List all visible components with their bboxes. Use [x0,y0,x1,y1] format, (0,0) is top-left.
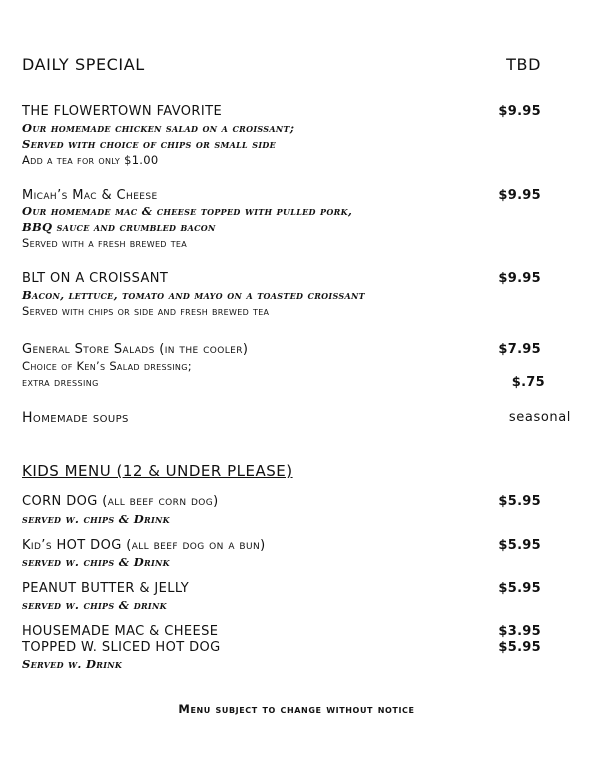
item-note: Served w. Drink [22,657,123,671]
item-name: THE FLOWERTOWN FAVORITE [22,104,223,119]
item-extra: Served with a fresh brewed tea [22,236,188,250]
item-price: $5.95 [498,640,541,655]
item-price: $9.95 [498,104,541,119]
item-name: Micah’s Mac & Cheese [22,188,158,203]
item-description: Served with choice of chips or small side [22,137,277,151]
item-name: CORN DOG (all beef corn dog) [22,494,219,509]
addon-name: extra dressing [22,375,99,389]
kids-menu-title: KIDS MENU (12 & UNDER PLEASE) [22,462,293,480]
item-extra: Served with chips or side and fresh brewed tea [22,304,270,318]
menu-footer-note: Menu subject to change without notice [178,702,415,716]
item-description: BBQ sauce and crumbled bacon [22,220,216,234]
item-note: served w. chips & drink [22,598,167,612]
item-name: BLT ON A CROISSANT [22,271,169,286]
daily-special-title: DAILY SPECIAL [22,55,145,74]
item-extra: Choice of Ken’s Salad dressing; [22,359,192,373]
item-price: $9.95 [498,188,541,203]
item-name: TOPPED W. SLICED HOT DOG [22,640,221,655]
daily-special-price: TBD [506,55,541,74]
item-note: served w. chips & Drink [22,512,170,526]
item-description: Our homemade chicken salad on a croissant; [22,121,295,135]
item-extra: Add a tea for only $1.00 [22,153,159,167]
item-price: $3.95 [498,624,541,639]
item-name: Kid’s HOT DOG (all beef dog on a bun) [22,538,266,553]
addon-price: $.75 [511,375,545,390]
item-name: PEANUT BUTTER & JELLY [22,581,190,596]
item-price: $7.95 [498,342,541,357]
item-price: $9.95 [498,271,541,286]
item-note: served w. chips & Drink [22,555,170,569]
item-price: $5.95 [498,494,541,509]
item-description: Our homemade mac & cheese topped with pulled pork, [22,204,353,218]
item-name: HOUSEMADE MAC & CHEESE [22,624,219,639]
item-price: seasonal [508,410,571,425]
item-name: Homemade soups [22,410,129,426]
item-price: $5.95 [498,581,541,596]
item-price: $5.95 [498,538,541,553]
item-name: General Store Salads (in the cooler) [22,342,249,357]
item-description: Bacon, lettuce, tomato and mayo on a toasted croissant [22,288,365,302]
